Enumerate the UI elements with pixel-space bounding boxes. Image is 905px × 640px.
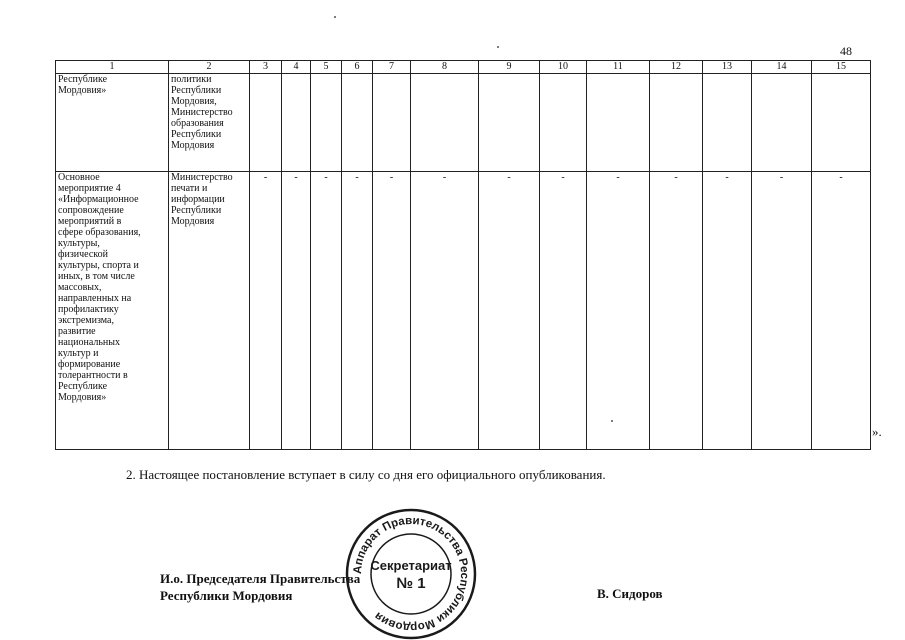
value-cell: - (812, 172, 871, 450)
value-cell: - (342, 172, 373, 450)
value-cell (411, 74, 479, 172)
header-cell: 7 (373, 61, 411, 74)
header-cell: 11 (587, 61, 650, 74)
value-cell (587, 74, 650, 172)
event-name-cell: Основное мероприятие 4 «Информационное сопровождение мероприятий в сфере образования, культуры, физической культуры, спорта и иных, в том числе массовых, направленных на профилактику экстремизма, развитие национальных культур и формирование толерантности в Республике Мордовия» (56, 172, 169, 450)
header-cell: 14 (752, 61, 812, 74)
value-cell (373, 74, 411, 172)
seal-number-text: № 1 (396, 575, 426, 592)
value-cell: - (282, 172, 311, 450)
value-cell: - (250, 172, 282, 450)
value-cell (311, 74, 342, 172)
header-cell: 12 (650, 61, 703, 74)
header-cell: 8 (411, 61, 479, 74)
value-cell (342, 74, 373, 172)
header-cell: 9 (479, 61, 540, 74)
table-row (56, 74, 871, 172)
header-cell: 10 (540, 61, 587, 74)
scan-speck (334, 16, 336, 18)
value-cell: - (587, 172, 650, 450)
value-cell: - (373, 172, 411, 450)
value-cell: - (703, 172, 752, 450)
seal-ring-text: Аппарат Правительства Республики Мордовия (351, 514, 471, 634)
header-cell: 5 (311, 61, 342, 74)
header-cell: 3 (250, 61, 282, 74)
program-table (55, 60, 871, 450)
value-cell (752, 74, 812, 172)
event-name-cell: Республике Мордовия» (56, 74, 169, 172)
header-cell: 2 (169, 61, 250, 74)
header-cell: 13 (703, 61, 752, 74)
table-row (56, 172, 871, 450)
value-cell (650, 74, 703, 172)
seal-center-text: Секретариат (370, 558, 452, 573)
official-seal-icon (345, 508, 477, 640)
header-cell: 15 (812, 61, 871, 74)
value-cell: - (311, 172, 342, 450)
header-cell: 4 (282, 61, 311, 74)
header-cell: 6 (342, 61, 373, 74)
scan-speck (497, 46, 499, 48)
signer-title: И.о. Председателя Правительства Республики Мордовия (160, 571, 361, 603)
value-cell (250, 74, 282, 172)
value-cell: - (752, 172, 812, 450)
value-cell (479, 74, 540, 172)
closing-quote: ». (872, 424, 882, 439)
value-cell: - (411, 172, 479, 450)
executor-cell: политики Республики Мордовия, Министерство образования Республики Мордовия (169, 74, 250, 172)
value-cell: - (650, 172, 703, 450)
header-row (56, 61, 871, 74)
value-cell (282, 74, 311, 172)
executor-cell: Министерство печати и информации Республики Мордовия (169, 172, 250, 450)
value-cell: - (540, 172, 587, 450)
page-number: 48 (840, 44, 852, 58)
value-cell: - (479, 172, 540, 450)
value-cell (703, 74, 752, 172)
value-cell (540, 74, 587, 172)
effective-date-paragraph: 2. Настоящее постановление вступает в силу со дня его официального опубликования. (126, 467, 606, 482)
header-cell: 1 (56, 61, 169, 74)
value-cell (812, 74, 871, 172)
signer-name: В. Сидоров (597, 586, 663, 601)
